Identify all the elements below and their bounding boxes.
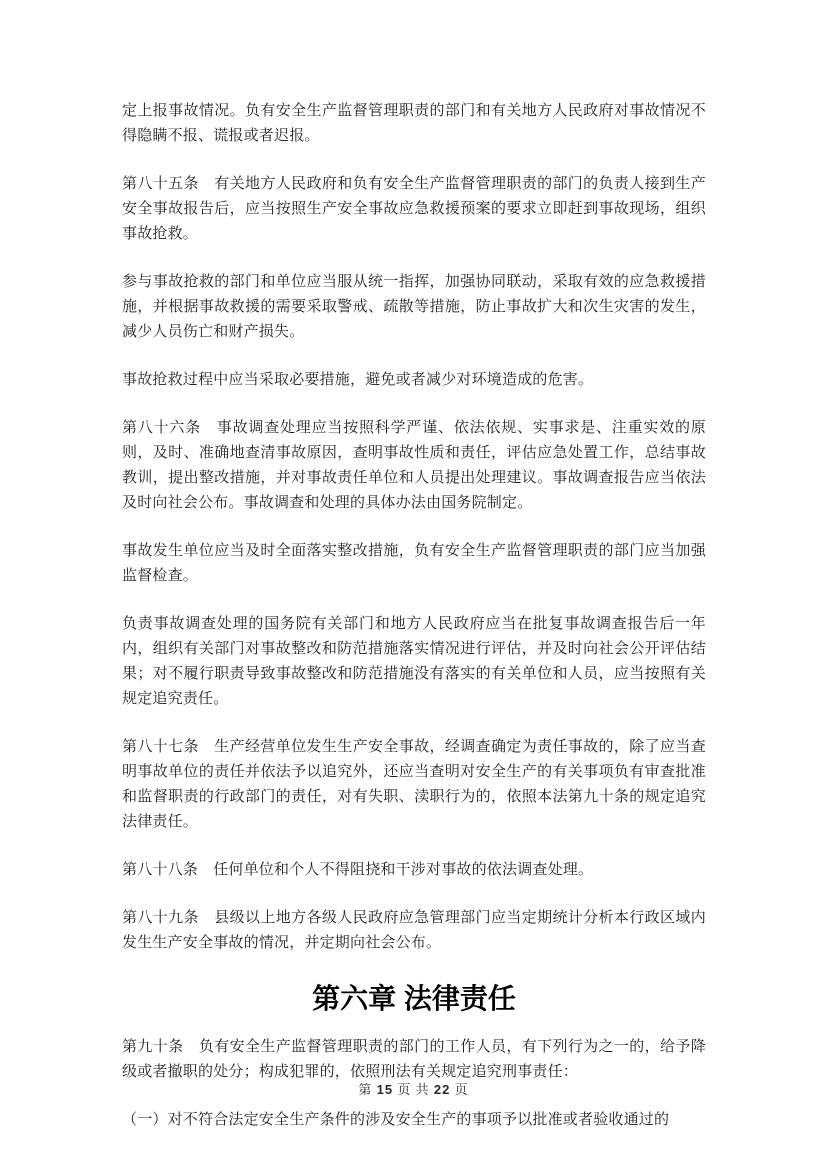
paragraph-rescue-environment: 事故抢救过程中应当采取必要措施，避免或者减少对环境造成的危害。 [122,372,594,388]
paragraph-article-87: 第八十七条 生产经营单位发生生产安全事故，经调查确定为责任事故的，除了应当查明事故单位的责任并依法予以追究外，还应当查明对安全生产的有关事项负有审查批准和监督职责的行政部门的责任，对有失职、渎职行为的，依照本法第九十条的规定追究法律责任。 [122,739,706,830]
paragraph-item-1: （一）对不符合法定安全生产条件的涉及安全生产的事项予以批准或者验收通过的 [122,1112,670,1128]
footer-total-pages: 22 [433,1082,451,1097]
paragraph-rescue-coordination: 参与事故抢救的部门和单位应当服从统一指挥，加强协同联动，采取有效的应急救援措施，并根据事故救援的需要采取警戒、疏散等措施，防止事故扩大和次生灾害的发生，减少人员伤亡和财产损失。 [122,274,706,340]
paragraph-continuation: 定上报事故情况。负有安全生产监督管理职责的部门和有关地方人民政府对事故情况不得隐瞒不报、谎报或者迟报。 [122,103,706,144]
footer-suffix: 页 [450,1082,469,1097]
page-footer [0,1081,827,1099]
footer-middle: 页 共 [393,1082,434,1097]
paragraph-article-85: 第八十五条 有关地方人民政府和负有安全生产监督管理职责的部门的负责人接到生产安全事故报告后，应当按照生产安全事故应急救援预案的要求立即赶到事故现场，组织事故抢救。 [122,176,706,242]
paragraph-rectification-supervision: 事故发生单位应当及时全面落实整改措施，负有安全生产监督管理职责的部门应当加强监督检查。 [122,543,706,584]
paragraph-article-90: 第九十条 负有安全生产监督管理职责的部门的工作人员，有下列行为之一的，给予降级或者撤职的处分；构成犯罪的，依照刑法有关规定追究刑事责任： [122,1039,706,1080]
footer-prefix: 第 [358,1082,377,1097]
paragraph-article-88: 第八十八条 任何单位和个人不得阻挠和干涉对事故的依法调查处理。 [122,862,594,878]
chapter-heading: 第六章 法律责任 [312,983,516,1014]
paragraph-article-86: 第八十六条 事故调查处理应当按照科学严谨、依法依规、实事求是、注重实效的原则，及时、准确地查清事故原因，查明事故性质和责任，评估应急处置工作，总结事故教训，提出整改措施，并对事故责任单位和人员提出处理建议。事故调查报告应当依法及时向社会公布。事故调查和处理的具体办法由国务院制定。 [122,420,706,511]
footer-page-number: 15 [376,1082,394,1097]
paragraph-evaluation-accountability: 负责事故调查处理的国务院有关部门和地方人民政府应当在批复事故调查报告后一年内，组织有关部门对事故整改和防范措施落实情况进行评估，并及时向社会公开评估结果；对不履行职责导致事故整改和防范措施没有落实的有关单位和人员，应当按照有关规定追究责任。 [122,616,706,707]
paragraph-article-89: 第八十九条 县级以上地方各级人民政府应急管理部门应当定期统计分析本行政区域内发生生产安全事故的情况，并定期向社会公布。 [122,910,706,951]
document-content [122,99,706,1156]
